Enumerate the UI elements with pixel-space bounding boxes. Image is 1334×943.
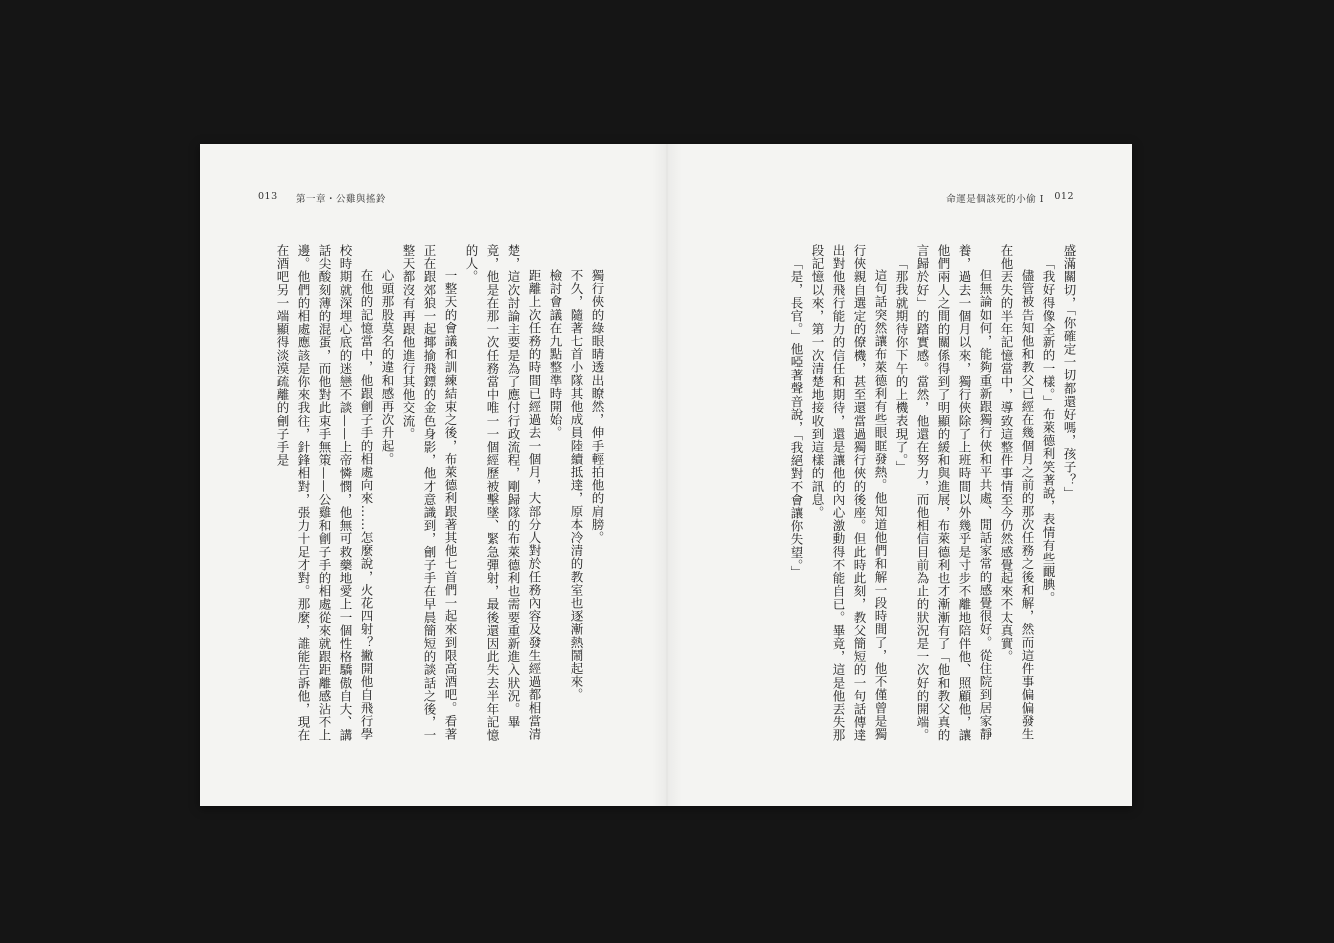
right-page: [666, 144, 1132, 806]
paragraph: 一整天的會議和訓練結束之後，布萊德利跟著其他七首們一起來到限高酒吧。看著正在跟郊狼一起揶揄飛鏢的金色身影，他才意識到，劊子手在早晨簡短的談話之後，一整天都沒有再跟他進行其他交流。: [401, 244, 458, 742]
right-running-title: 命運是個該死的小偷 I: [946, 194, 1044, 205]
paragraph: 不久，隨著七首小隊其他成員陸續抵達，原本冷清的教室也逐漸熱鬧起來。: [569, 269, 584, 702]
right-page-number: 012: [1054, 191, 1074, 202]
dialogue-paragraph: 「那我就期待你下午的上機表現了。」: [894, 256, 909, 473]
book-spread: [200, 144, 1132, 806]
paragraph: 這句話突然讓布萊德利有些眼眶發熱。他知道他們和解一段時間了，他不僅曾是獨行俠親自選定的僚機，甚至還當過獨行俠的後座。但此時此刻，教父簡短的一句話傳達出對他飛行能力的信任和期待，還是讓他的內心激動得不能自已。畢竟，這是他丟失那段記憶以來，第一次清楚地接收到這樣的訊息。: [810, 244, 888, 742]
paragraph: 檢討會議在九點整準時開始。: [548, 269, 563, 440]
paragraph: 但無論如何，能夠重新跟獨行俠和平共處、閒話家常的感覺很好。從住院到居家靜養，過去一個月以來，獨行俠除了上班時間以外幾乎是寸步不離地陪伴他、照顧他，讓他們兩人之間的關係得到了明顯的緩和與進展，布萊德利也才漸漸有了「他和教父真的言歸於好」的踏實感。當然，他還在努力，而他相信目前為止的狀況是一次好的開端。: [915, 244, 993, 742]
paragraph: 距離上次任務的時間已經過去一個月，大部分人對於任務內容及發生經過都相當清楚，這次討論主要是為了應付行政流程，剛歸隊的布萊德利也需要重新進入狀況。畢竟，他是在那一次任務當中唯一一個經歷被擊墜、緊急彈射，最後還因此失去半年記憶的人。: [464, 244, 542, 742]
paragraph: 心頭那股莫名的違和感再次升起。: [380, 269, 395, 466]
paragraph: 盛滿關切，「你確定一切都還好嗎，孩子？」: [1062, 244, 1077, 500]
paragraph: 在他的記憶當中，他跟劊子手的相處向來……怎麼說，火花四射？撇開他自飛行學校時期就深埋心底的迷戀不談——上帝憐憫，他無可救藥地愛上一個性格驕傲自大、講話尖酸刻薄的混蛋，而他對此束手無策——公雞和劊子手的相處從來就跟距離感沾不上邊。他們的相處應該是你來我往，針鋒相對，張力十足才對。那麼，誰能告訴他，現在在酒吧另一端顯得淡漠疏離的劊子手是: [275, 244, 374, 742]
left-body-text: [248, 244, 608, 744]
paragraph: 儘管被告知他和教父已經在幾個月之前的那次任務之後和解，然而這件事偏偏發生在他丟失的半年記憶當中，導致這整件事情至今仍然感覺起來不太真實。: [999, 244, 1035, 741]
dialogue-paragraph: 「是，長官。」他啞著聲音說，「我絕對不會讓你失望。」: [789, 256, 804, 579]
paragraph: 獨行俠的綠眼睛透出瞭然，伸手輕拍他的肩膀。: [590, 269, 605, 545]
left-page-number: 013: [258, 191, 278, 202]
left-running-title: 第一章・公雞與搖鈴: [296, 194, 387, 205]
dialogue-paragraph: 「我好得像全新的一樣。」布萊德利笑著說，表情有些靦腆。: [1041, 256, 1056, 604]
left-page: [200, 144, 666, 806]
right-body-text: [720, 244, 1080, 744]
